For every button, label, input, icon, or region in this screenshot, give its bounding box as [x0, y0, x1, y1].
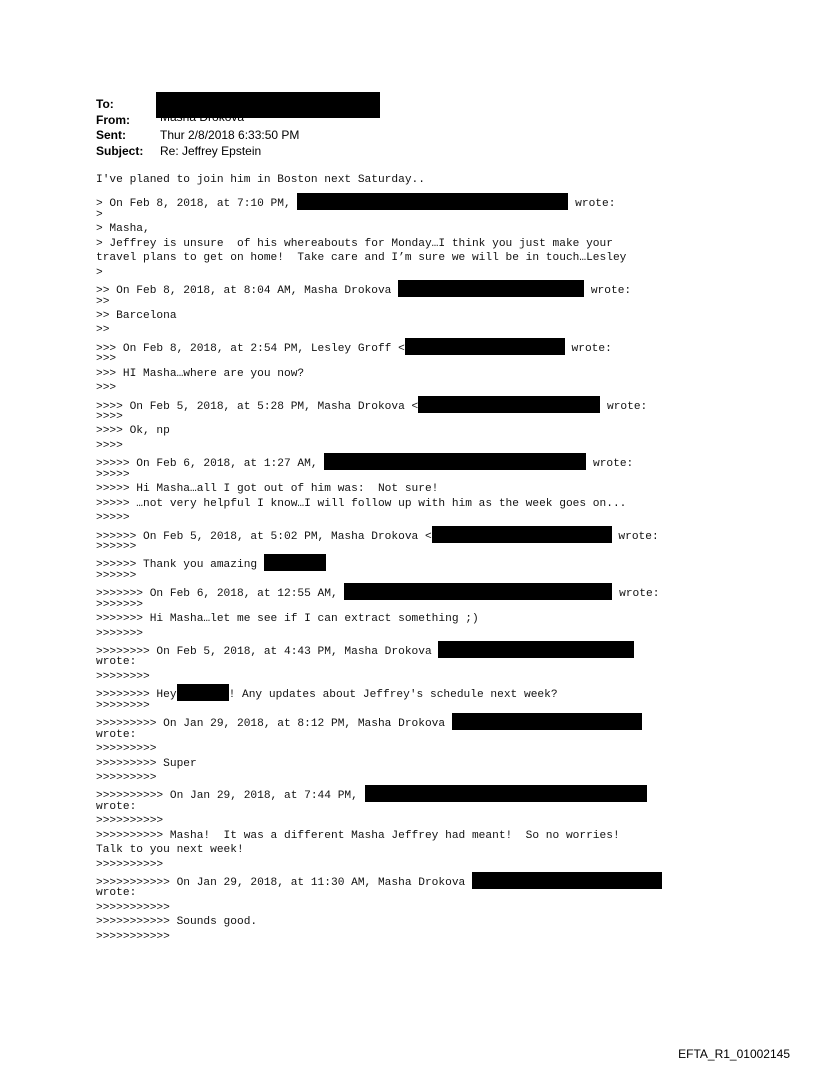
line-text: >>>>>>>>> Super — [96, 757, 197, 770]
line-text: >> — [96, 295, 110, 308]
line-text: >>>>>>>>>>> — [96, 930, 170, 943]
body-line — [96, 251, 796, 265]
body-line — [96, 526, 796, 543]
line-text: wrote: — [96, 656, 137, 669]
redaction-block — [472, 872, 662, 889]
line-text: > Jeffrey is unsure of his whereabouts for Monday…I think you just make your — [96, 237, 613, 250]
line-text: >> — [96, 324, 110, 337]
redaction-block — [418, 396, 600, 413]
line-text: >>>>>> On Feb 5, 2018, at 5:02 PM, Masha Drokova < — [96, 530, 432, 543]
document-id: EFTA_R1_01002145 — [678, 1047, 790, 1061]
line-text: >>> On Feb 8, 2018, at 2:54 PM, Lesley Groff < — [96, 342, 405, 355]
line-text: >> Barcelona — [96, 309, 177, 322]
line-text: >>>>>> — [96, 569, 137, 582]
line-text: >>>> Ok, np — [96, 425, 170, 438]
body-line — [96, 482, 796, 496]
line-text: >>>>>>>>>> Masha! It was a different Masha Jeffrey had meant! So no worries! — [96, 829, 620, 842]
line-text: >>>>> — [96, 468, 130, 481]
body-line — [96, 843, 796, 857]
redaction-block — [177, 684, 229, 701]
to-label: To: — [96, 97, 114, 111]
line-text: wrote: — [584, 285, 632, 298]
redaction-block — [297, 193, 568, 210]
body-line — [96, 367, 796, 381]
line-text: >>>>>>>>> — [96, 743, 157, 756]
line-text: >>>>>>> — [96, 598, 143, 611]
line-text: >>>>>> — [96, 540, 137, 553]
line-text: >>>> On Feb 5, 2018, at 5:28 PM, Masha Drokova < — [96, 400, 419, 413]
line-text: >>>> — [96, 411, 123, 423]
body-line — [96, 684, 796, 702]
redaction-block — [405, 338, 565, 355]
body-line — [96, 641, 796, 658]
header-subject-row — [96, 144, 299, 160]
body-line — [96, 901, 796, 915]
line-text: >>>>>>>>>>> — [96, 901, 170, 914]
body-line — [96, 785, 796, 803]
line-text: ! Any updates about Jeffrey's schedule next week? — [228, 689, 558, 702]
subject-value: Re: Jeffrey Epstein — [160, 143, 262, 158]
body-line — [96, 453, 796, 471]
body-line — [96, 309, 796, 323]
line-text: >>>>>>>>>>> Sounds good. — [96, 916, 258, 929]
line-text: >>>>>>>> On Feb 5, 2018, at 4:43 PM, Masha Drokova — [96, 646, 439, 658]
line-text: >>>>>>> — [96, 627, 143, 640]
sent-label: Sent: — [96, 128, 126, 142]
line-text: >>>>>>> On Feb 6, 2018, at 12:55 AM, — [96, 588, 345, 601]
line-text: > — [96, 208, 103, 221]
line-text: >>>>>>>>> On Jan 29, 2018, at 8:12 PM, Masha Drokova — [96, 718, 452, 731]
line-text: >>>>>>>>>> — [96, 858, 164, 871]
body-line — [96, 814, 796, 828]
body-line — [96, 742, 796, 756]
header-from-row — [96, 109, 299, 129]
line-text: >>> — [96, 382, 117, 395]
line-text: >>>>>>>>> — [96, 771, 157, 784]
line-text: >>>>>>>>>>> On Jan 29, 2018, at 11:30 AM, Masha Drokova — [96, 877, 472, 889]
line-text: >>>>>> Thank you amazing — [96, 559, 264, 572]
body-line — [96, 554, 796, 572]
body-line — [96, 424, 796, 438]
line-text: wrote: — [568, 198, 616, 211]
body-line — [96, 713, 796, 731]
body-line — [96, 266, 796, 280]
line-text: >>> HI Masha…where are you now? — [96, 367, 305, 380]
body-line — [96, 829, 796, 843]
line-text: wrote: — [586, 458, 634, 471]
body-line — [96, 173, 796, 187]
redaction-block — [452, 713, 642, 730]
redaction-block — [432, 526, 612, 543]
line-text: >>>>>>>> Hey — [96, 689, 177, 702]
email-body — [96, 173, 796, 944]
redaction-block — [438, 641, 634, 658]
line-text: > Masha, — [96, 223, 150, 236]
body-line — [96, 670, 796, 684]
line-text: >>>>>>>>>> On Jan 29, 2018, at 7:44 PM, — [96, 790, 365, 803]
body-line — [96, 757, 796, 771]
body-line — [96, 583, 796, 601]
redaction-block — [365, 785, 647, 802]
body-line — [96, 627, 796, 641]
body-line — [96, 511, 796, 525]
body-line — [96, 915, 796, 929]
line-text: >> On Feb 8, 2018, at 8:04 AM, Masha Drokova — [96, 285, 399, 298]
line-text: >>>>>>>>>> — [96, 815, 164, 828]
body-line — [96, 381, 796, 395]
redaction-block — [264, 554, 326, 571]
body-line — [96, 612, 796, 626]
line-text: I've planed to join him in Boston next Saturday.. — [96, 174, 425, 186]
body-line — [96, 439, 796, 453]
line-text: wrote: — [96, 728, 137, 741]
body-line — [96, 323, 796, 337]
from-value: Masha Drokova — [160, 109, 245, 124]
line-text: wrote: — [600, 400, 648, 413]
line-text: >>>> — [96, 439, 123, 452]
email-header — [96, 97, 299, 159]
line-text: >>>>>>> Hi Masha…let me see if I can extract something ;) — [96, 613, 479, 626]
line-text: >>>>> Hi Masha…all I got out of him was: Not sure! — [96, 483, 439, 496]
sent-value: Thur 2/8/2018 6:33:50 PM — [160, 128, 300, 142]
body-line — [96, 193, 796, 211]
line-text: >>>>> — [96, 512, 130, 525]
body-line — [96, 497, 796, 511]
line-text: wrote: — [564, 342, 612, 355]
line-text: wrote: — [96, 800, 137, 813]
body-line — [96, 930, 796, 944]
redaction-block — [344, 583, 612, 600]
line-text: > On Feb 8, 2018, at 7:10 PM, — [96, 198, 298, 211]
line-text: >>>>>>>> — [96, 670, 150, 683]
line-text: >>>>>>>> — [96, 699, 150, 712]
line-text: wrote: — [611, 530, 659, 543]
body-line — [96, 280, 796, 298]
line-text: Talk to you next week! — [96, 844, 244, 857]
line-text: > — [96, 266, 103, 279]
body-line — [96, 872, 796, 889]
line-text: wrote: — [612, 588, 660, 601]
body-line — [96, 396, 796, 413]
body-line — [96, 237, 796, 251]
line-text: >>>>> …not very helpful I know…I will follow up with him as the week goes on... — [96, 497, 627, 510]
line-text: >>> — [96, 353, 117, 366]
header-sent-row — [96, 128, 299, 144]
body-line — [96, 338, 796, 355]
body-line — [96, 858, 796, 872]
from-label: From: — [96, 112, 130, 127]
line-text: wrote: — [96, 887, 137, 900]
line-text: >>>>> On Feb 6, 2018, at 1:27 AM, — [96, 458, 325, 471]
redaction-block — [324, 453, 586, 470]
body-line — [96, 222, 796, 236]
line-text: travel plans to get on home! Take care and I’m sure we will be in touch…Lesley — [96, 252, 627, 265]
subject-label: Subject: — [96, 143, 144, 158]
body-line — [96, 771, 796, 785]
redaction-block — [398, 280, 584, 297]
